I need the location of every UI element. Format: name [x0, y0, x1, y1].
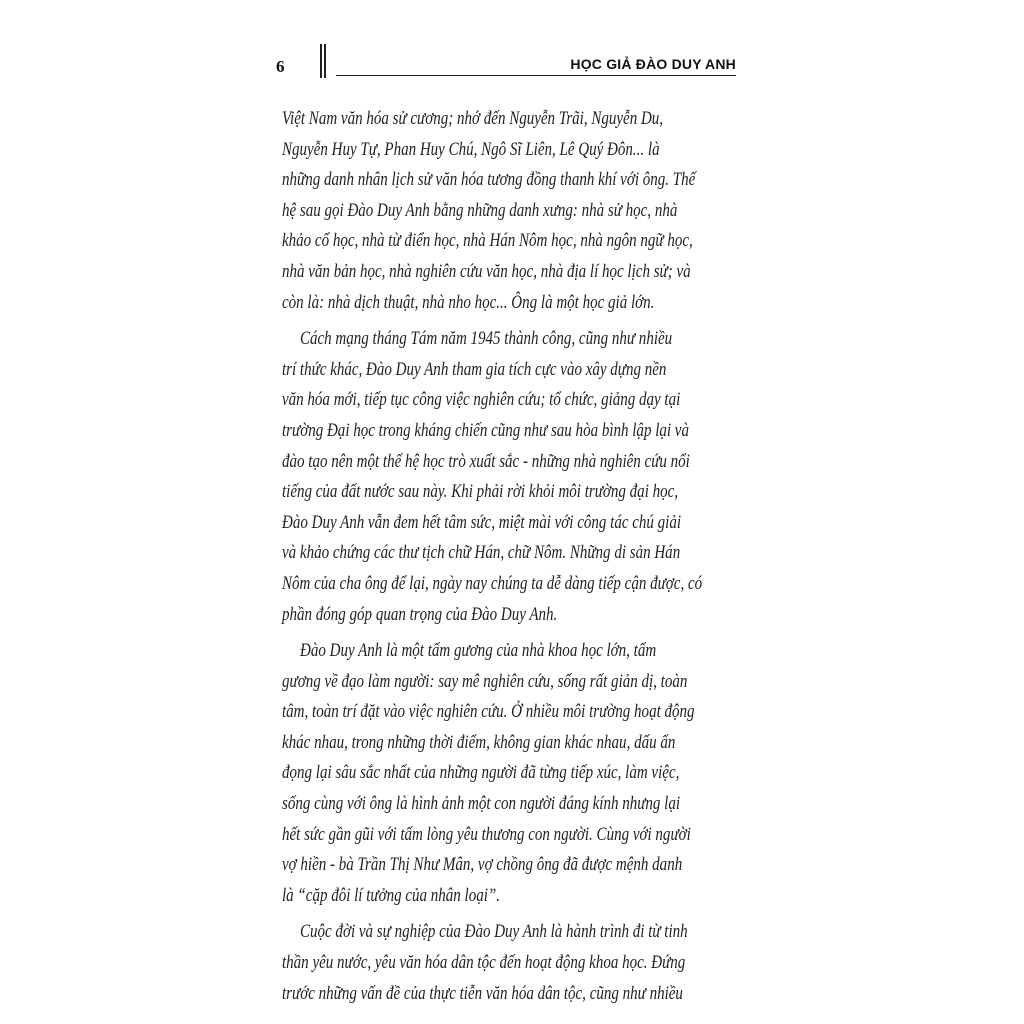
running-title: HỌC GIẢ ĐÀO DUY ANH — [570, 56, 736, 72]
text-line: sống cùng với ông là hình ảnh một con người đáng kính nhưng lại — [282, 793, 681, 815]
text-line: trí thức khác, Đào Duy Anh tham gia tích cực vào xây dựng nền — [282, 358, 667, 380]
text-line: đào tạo nên một thế hệ học trò xuất sắc - những nhà nghiên cứu nổi — [282, 450, 690, 472]
header-vertical-rule — [320, 44, 322, 78]
text-line: Cách mạng tháng Tám năm 1945 thành công, cũng như nhiều — [300, 328, 673, 350]
text-line: văn hóa mới, tiếp tục công việc nghiên cứu; tổ chức, giảng dạy tại — [282, 389, 681, 411]
text-line: khác nhau, trong những thời điểm, không gian khác nhau, dấu ấn — [282, 731, 676, 753]
text-line: trường Đại học trong kháng chiến cũng như sau hòa bình lập lại và — [282, 419, 689, 441]
text-line: Đào Duy Anh là một tấm gương của nhà khoa học lớn, tấm — [300, 640, 657, 662]
text-line: vợ hiền - bà Trần Thị Như Mân, vợ chồng ông đã được mệnh danh — [282, 854, 683, 876]
text-line: tiếng của đất nước sau này. Khi phải rời khỏi môi trường đại học, — [282, 481, 679, 503]
text-line: tâm, toàn trí đặt vào việc nghiên cứu. Ở nhiều môi trường hoạt động — [282, 701, 695, 723]
text-line: những danh nhân lịch sử văn hóa tương đồng thanh khí với ông. Thế — [282, 169, 696, 191]
header-horizontal-rule — [336, 75, 736, 76]
text-line: Nguyễn Huy Tự, Phan Huy Chú, Ngô Sĩ Liên, Lê Quý Đôn... là — [282, 138, 660, 160]
text-line: thần yêu nước, yêu văn hóa dân tộc đến hoạt động khoa học. Đứng — [282, 952, 686, 974]
header-vertical-rule — [324, 44, 326, 78]
paragraph-continued — [282, 948, 738, 1009]
text-line: khảo cổ học, nhà từ điển học, nhà Hán Nôm học, nhà ngôn ngữ học, — [282, 230, 693, 252]
text-line: Cuộc đời và sự nghiệp của Đào Duy Anh là hành trình đi từ tinh — [300, 921, 688, 943]
text-line: còn là: nhà dịch thuật, nhà nho học... Ông là một học giả lớn. — [282, 291, 655, 313]
text-line: nhà văn bản học, nhà nghiên cứu văn học, nhà địa lí học lịch sử; và — [282, 260, 691, 282]
text-line: Đào Duy Anh vẫn đem hết tâm sức, miệt mài với công tác chú giải — [282, 511, 682, 533]
paragraph — [282, 324, 738, 355]
text-line: phần đóng góp quan trọng của Đào Duy Anh. — [282, 603, 558, 625]
text-line: Nôm của cha ông để lại, ngày nay chúng ta dễ dàng tiếp cận được, có — [282, 572, 703, 594]
text-line: hệ sau gọi Đào Duy Anh bằng những danh xưng: nhà sử học, nhà — [282, 199, 678, 221]
page-number: 6 — [276, 57, 285, 76]
text-line: là “cặp đôi lí tưởng của nhân loại”. — [282, 884, 501, 906]
paragraph — [282, 636, 738, 667]
text-line: Việt Nam văn hóa sử cương; nhớ đến Nguyễn Trãi, Nguyễn Du, — [282, 108, 664, 129]
body-text — [282, 104, 738, 1009]
text-line: hết sức gần gũi với tấm lòng yêu thương con người. Cùng với người — [282, 823, 691, 845]
text-line: và khảo chứng các thư tịch chữ Hán, chữ Nôm. Những di sản Hán — [282, 542, 681, 564]
text-line: đọng lại sâu sắc nhất của những người đã từng tiếp xúc, làm việc, — [282, 762, 680, 784]
text-line: gương về đạo làm người: say mê nghiên cứu, sống rất giản dị, toàn — [282, 670, 688, 692]
paragraph-continued — [282, 355, 738, 630]
paragraph — [282, 104, 738, 318]
paragraph-continued — [282, 667, 738, 912]
paragraph — [282, 917, 738, 948]
text-line: trước những vấn đề của thực tiễn văn hóa dân tộc, cũng như nhiều — [282, 982, 683, 1004]
